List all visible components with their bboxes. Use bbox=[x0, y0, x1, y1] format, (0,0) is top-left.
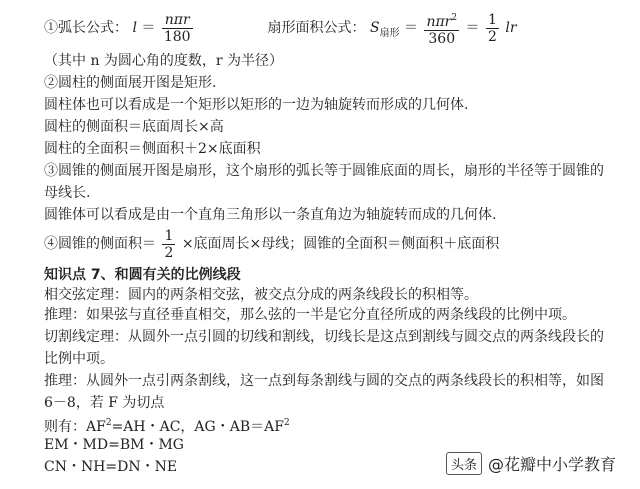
relation-af-b: =AH・AC，AG・AB＝AF bbox=[111, 419, 284, 435]
cylinder-rotation: 圆柱体也可以看成是一个矩形以矩形的一边为轴旋转而形成的几何体. bbox=[44, 97, 469, 113]
relation-em: EM・MD=BM・MG bbox=[44, 437, 184, 453]
arc-denominator: 180 bbox=[163, 28, 191, 45]
relation-af-sup1: 2 bbox=[105, 418, 112, 428]
arc-length-formula bbox=[44, 8, 517, 54]
relation-af-a: 则有：AF bbox=[44, 419, 106, 435]
arc-numerator: nπr bbox=[164, 11, 190, 28]
tangent-secant-theorem: 切割线定理：从圆外一点引圆的切线和割线，切线长是这点到割线与圆交点的两条线段长的比例中项。 bbox=[44, 329, 604, 367]
equals-sign-3: ＝ bbox=[465, 20, 480, 36]
cylinder-lateral-area: 圆柱的侧面积＝底面周长×高 bbox=[44, 119, 224, 135]
toutiao-logo-badge: 头条 bbox=[446, 452, 482, 475]
watermark bbox=[446, 452, 616, 475]
note-radius: （其中 n 为圆心角的度数，r 为半径） bbox=[44, 53, 284, 69]
half-fraction bbox=[486, 12, 499, 45]
relation-af bbox=[44, 414, 290, 436]
equals-sign-2: ＝ bbox=[403, 20, 418, 36]
sector-subscript: 扇形 bbox=[379, 28, 400, 39]
cone-unfold: ③圆锥的侧面展开图是扇形，这个扇形的弧长等于圆锥底面的周长，扇形的半径等于圆锥的母线长. bbox=[44, 163, 604, 201]
var-S: S bbox=[369, 20, 380, 36]
arc-length-label: ①弧长公式： bbox=[44, 20, 128, 36]
cone-half-den: 2 bbox=[164, 244, 174, 261]
sector-fraction bbox=[424, 10, 459, 47]
var-lr: lr bbox=[505, 20, 517, 36]
equals-sign: ＝ bbox=[141, 20, 156, 36]
half-numerator: 1 bbox=[488, 11, 497, 28]
secant-corollary: 推理：从圆外一点引两条割线，这一点到每条割线与圆的交点的两条线段长的积相等，如图 6－8，若 F 为切点 bbox=[44, 373, 604, 411]
watermark-text: @花瓣中小学教育 bbox=[487, 455, 616, 474]
cone-area-prefix: ④圆锥的侧面积＝ bbox=[44, 236, 156, 252]
sector-denominator: 360 bbox=[428, 30, 456, 47]
chord-diameter-corollary: 推理：如果弦与直径垂直相交，那么弦的一半是它分直径所成的两条线段的比例中项。 bbox=[44, 307, 576, 323]
cone-area-suffix: ×底面周长×母线；圆锥的全面积＝侧面积＋底面积 bbox=[181, 236, 500, 252]
sector-num-sup: 2 bbox=[451, 12, 458, 23]
arc-fraction bbox=[162, 12, 193, 45]
cone-area-formula bbox=[44, 226, 499, 262]
var-l: l bbox=[132, 20, 137, 36]
cone-rotation: 圆锥体可以看成是由一个直角三角形以一条直角边为轴旋转而成的几何体. bbox=[44, 207, 497, 223]
cone-half-fraction bbox=[162, 228, 175, 261]
cylinder-unfold: ②圆柱的侧面展开图是矩形. bbox=[44, 75, 217, 91]
intersecting-chords-theorem: 相交弦定理：圆内的两条相交弦，被交点分成的两条线段长的积相等。 bbox=[44, 287, 478, 303]
sector-area-label: 扇形面积公式： bbox=[267, 20, 366, 36]
knowledge-point-heading: 知识点 7、和圆有关的比例线段 bbox=[44, 267, 241, 283]
relation-cn: CN・NH=DN・NE bbox=[44, 459, 178, 475]
half-denominator: 2 bbox=[488, 28, 497, 45]
relation-af-sup2: 2 bbox=[283, 418, 290, 428]
sector-numerator: nπr bbox=[426, 13, 452, 30]
cone-half-num: 1 bbox=[164, 227, 174, 244]
cylinder-total-area: 圆柱的全面积＝侧面积＋2×底面积 bbox=[44, 141, 261, 157]
